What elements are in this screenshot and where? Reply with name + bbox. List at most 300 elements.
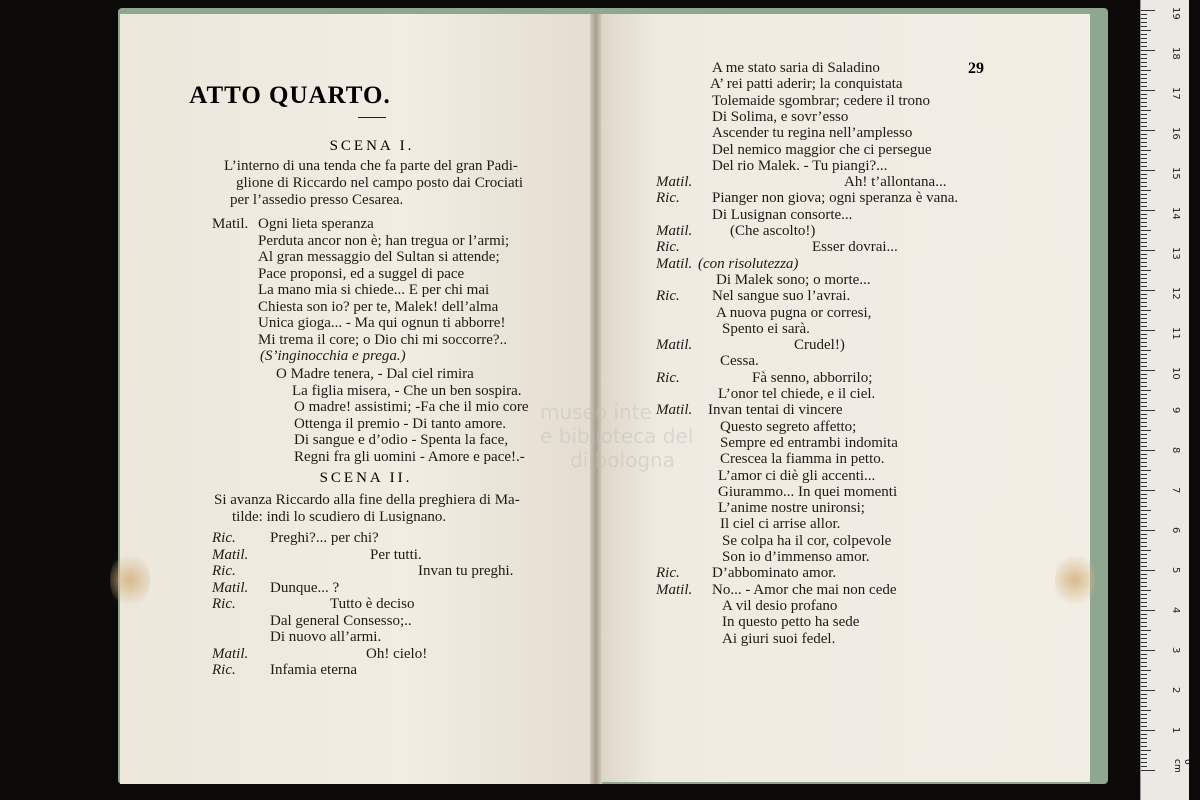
ruler-number: 5: [1170, 567, 1181, 574]
ruler-tick: [1141, 242, 1147, 243]
ruler-tick: [1141, 630, 1151, 631]
dialogue-line: Tolemaide sgombrar; cedere il trono: [712, 92, 931, 109]
ruler-tick: [1141, 310, 1151, 311]
speaker-label: Matil.: [212, 546, 249, 563]
ruler-tick: [1141, 54, 1147, 55]
watermark: [540, 400, 720, 472]
ruler-tick: [1141, 362, 1147, 363]
ruler-tick: [1141, 170, 1155, 171]
ruler-tick: [1141, 394, 1147, 395]
dialogue-line: Pianger non giova; ogni speranza è vana.: [712, 190, 959, 207]
ruler-tick: [1141, 586, 1147, 587]
ruler-tick: [1141, 138, 1147, 139]
ruler-number: 15: [1170, 167, 1181, 180]
ruler-tick: [1141, 34, 1147, 35]
ruler-tick: [1141, 410, 1155, 411]
ruler-tick: [1141, 490, 1155, 491]
dialogue-line: Dunque... ?: [270, 579, 340, 596]
ruler-tick: [1141, 686, 1147, 687]
watermark-line: museo inte: [540, 400, 652, 424]
speaker-label: Matil.: [656, 255, 693, 272]
ruler-tick: [1141, 654, 1147, 655]
ruler-tick: [1141, 114, 1147, 115]
ruler-tick: [1141, 74, 1147, 75]
ruler-tick: [1141, 438, 1147, 439]
dialogue-line: Infamia eterna: [270, 662, 358, 678]
dialogue-line: Spento ei sarà.: [722, 320, 810, 337]
ruler-tick: [1141, 690, 1155, 691]
ruler-tick: [1141, 462, 1147, 463]
prayer-line: Ottenga il premio - Di tanto amore.: [294, 415, 507, 432]
dialogue-line: Crescea la fiamma in petto.: [720, 451, 885, 468]
ruler-tick: [1141, 226, 1147, 227]
ruler-tick: [1141, 506, 1147, 507]
speaker-label: Ric.: [212, 662, 236, 678]
ruler-tick: [1141, 742, 1147, 743]
ruler-tick: [1141, 142, 1147, 143]
stage-direction: (Che ascolto!): [730, 223, 816, 239]
ruler-tick: [1141, 342, 1147, 343]
dialogue-line: Di Malek sono; o morte...: [716, 271, 871, 288]
ruler-tick: [1141, 262, 1147, 263]
ruler-tick: [1141, 714, 1147, 715]
dialogue-line: D’abbominato amor.: [712, 565, 837, 582]
ruler-tick: [1141, 746, 1147, 747]
ruler-tick: [1141, 650, 1155, 651]
stage-direction: (S’inginocchia e prega.): [260, 348, 406, 364]
ruler-tick: [1141, 446, 1147, 447]
ruler-tick: [1141, 638, 1147, 639]
ruler-tick: [1141, 234, 1147, 235]
ruler-tick: [1141, 318, 1147, 319]
speaker-label: Matil.: [656, 337, 693, 354]
dialogue-line: Per tutti.: [370, 546, 422, 563]
ruler-tick: [1141, 606, 1147, 607]
ruler-tick: [1141, 486, 1147, 487]
ruler-tick: [1141, 230, 1151, 231]
ruler-tick: [1141, 674, 1147, 675]
ruler-tick: [1141, 766, 1147, 767]
ruler-number: 8: [1170, 447, 1181, 454]
ruler-tick: [1141, 302, 1147, 303]
ruler-tick: [1141, 350, 1151, 351]
dialogue-line: Del rio Malek. - Tu piangi?...: [712, 157, 888, 174]
ruler-tick: [1141, 126, 1147, 127]
ruler-tick: [1141, 734, 1147, 735]
ruler-tick: [1141, 730, 1155, 731]
ruler-number: 16: [1170, 127, 1181, 140]
ruler-tick: [1141, 182, 1147, 183]
measuring-ruler: [1140, 0, 1192, 800]
prayer-line: O Madre tenera, - Dal ciel rimira: [276, 366, 474, 382]
ruler-tick: [1141, 130, 1155, 131]
dialogue-line: Fà senno, abborrilo;: [752, 369, 873, 386]
speaker-label: Matil.: [656, 174, 693, 191]
speaker-label: Matil.: [212, 645, 249, 662]
ruler-tick: [1141, 82, 1147, 83]
ruler-tick: [1141, 682, 1147, 683]
ruler-tick: [1141, 406, 1147, 407]
dialogue-line: Il ciel ci arrise allor.: [720, 516, 841, 533]
verse-line: Ogni lieta speranza: [258, 216, 374, 232]
ruler-tick: [1141, 770, 1155, 771]
ruler-tick: [1141, 162, 1147, 163]
verse-line: Unica gioga... - Ma qui ognun ti abborre!: [258, 315, 506, 331]
ruler-tick: [1141, 94, 1147, 95]
ruler-tick: [1141, 254, 1147, 255]
ruler-tick: [1141, 694, 1147, 695]
ruler-tick: [1141, 658, 1147, 659]
ruler-tick: [1141, 202, 1147, 203]
intro-line: tilde: indi lo scudiero di Lusignano.: [232, 509, 447, 525]
dialogue-line: A’ rei patti aderir; la conquistata: [710, 76, 903, 93]
verse-line: Pace proponsi, ed a suggel di pace: [258, 265, 465, 282]
ruler-tick: [1141, 90, 1155, 91]
ruler-tick: [1141, 374, 1147, 375]
dialogue-line: In questo petto ha sede: [722, 614, 860, 631]
dialogue-line: Giurammo... In quei momenti: [718, 483, 898, 500]
ruler-tick: [1141, 378, 1147, 379]
ruler-tick: [1141, 422, 1147, 423]
ruler-tick: [1141, 50, 1155, 51]
prayer-line: O madre! assistimi; -Fa che il mio core: [294, 399, 529, 415]
ruler-tick: [1141, 322, 1147, 323]
ruler-number: 1: [1170, 727, 1181, 734]
ruler-number: 19: [1170, 7, 1181, 20]
ruler-tick: [1141, 178, 1147, 179]
ruler-tick: [1141, 158, 1147, 159]
ruler-tick: [1141, 274, 1147, 275]
ruler-tick: [1141, 602, 1147, 603]
ruler-tick: [1141, 154, 1147, 155]
ruler-tick: [1141, 530, 1155, 531]
ruler-tick: [1141, 698, 1147, 699]
ruler-tick: [1141, 710, 1151, 711]
verse-line: Chiesta son io? per te, Malek! dell’alma: [258, 298, 499, 315]
ruler-tick: [1141, 498, 1147, 499]
ruler-tick: [1141, 118, 1147, 119]
ruler-tick: [1141, 286, 1147, 287]
ruler-tick: [1141, 278, 1147, 279]
ruler-tick: [1141, 134, 1147, 135]
dialogue-line: Cessa.: [720, 353, 759, 370]
speaker-label: Ric.: [656, 288, 680, 305]
prayer-line: La figlia misera, - Che un ben sospira.: [292, 382, 522, 399]
ruler-tick: [1141, 366, 1147, 367]
speaker-label: Ric.: [656, 190, 680, 207]
ruler-tick: [1141, 122, 1147, 123]
ruler-tick: [1141, 502, 1147, 503]
scene-1-heading: SCENA I.: [329, 138, 415, 154]
intro-line: per l’assedio presso Cesarea.: [230, 192, 404, 208]
ruler-number: 14: [1170, 207, 1181, 220]
ruler-tick: [1141, 250, 1155, 251]
ruler-tick: [1141, 642, 1147, 643]
dialogue-line: No... - Amor che mai non cede: [712, 581, 897, 598]
ruler-tick: [1141, 514, 1147, 515]
dialogue-line: Dal general Consesso;..: [270, 612, 412, 629]
ruler-tick: [1141, 290, 1155, 291]
ruler-tick: [1141, 662, 1147, 663]
ruler-number: 18: [1170, 47, 1181, 60]
ruler-tick: [1141, 110, 1151, 111]
dialogue-line: Invan tu preghi.: [418, 563, 514, 579]
ruler-tick: [1141, 626, 1147, 627]
ruler-tick: [1141, 358, 1147, 359]
ruler-tick: [1141, 18, 1147, 19]
foxing-stain: [110, 550, 150, 610]
dialogue-line: Ai giuri suoi fedel.: [722, 630, 836, 647]
intro-line: Si avanza Riccardo alla fine della preghiera di Ma-: [214, 492, 520, 508]
ruler-tick: [1141, 338, 1147, 339]
watermark-line: di bologna: [570, 448, 675, 472]
dialogue-line: L’onor tel chiede, e il ciel.: [718, 386, 876, 402]
ruler-tick: [1141, 594, 1147, 595]
ruler-number: 9: [1170, 407, 1181, 414]
ruler-number: 2: [1170, 687, 1181, 694]
speaker-label: Ric.: [212, 596, 236, 612]
speaker-label: Matil.: [212, 579, 249, 596]
ruler-tick: [1141, 266, 1147, 267]
ruler-tick: [1141, 294, 1147, 295]
dialogue-line: Tutto è deciso: [330, 596, 415, 612]
ruler-tick: [1141, 510, 1151, 511]
foxing-stain: [1055, 550, 1095, 610]
verse-line: Al gran messaggio del Sultan si attende;: [258, 249, 500, 265]
dialogue-line: A vil desio profano: [722, 597, 838, 614]
dialogue-line: Di nuovo all’armi.: [270, 629, 382, 645]
speaker-label: Ric.: [212, 530, 236, 546]
dialogue-line: Questo segreto affetto;: [720, 418, 857, 435]
dialogue-line: Se colpa ha il cor, colpevole: [722, 532, 892, 549]
ruler-tick: [1141, 562, 1147, 563]
ruler-tick: [1141, 186, 1147, 187]
ruler-tick: [1141, 482, 1147, 483]
ruler-tick: [1141, 414, 1147, 415]
ruler-tick: [1141, 194, 1147, 195]
ruler-number: 10: [1170, 367, 1181, 380]
ruler-tick: [1141, 326, 1147, 327]
ruler-number: 3: [1170, 647, 1181, 654]
ruler-number: 6: [1170, 527, 1181, 534]
speaker-label: Matil.: [656, 402, 693, 419]
ruler-number: 7: [1170, 487, 1181, 494]
ruler-tick: [1141, 526, 1147, 527]
ruler-tick: [1141, 718, 1147, 719]
ruler-tick: [1141, 670, 1151, 671]
ruler-tick: [1141, 330, 1155, 331]
dialogue-line: Ascender tu regina nell’amplesso: [712, 125, 913, 142]
title-rule: [358, 117, 386, 118]
ruler-tick: [1141, 546, 1147, 547]
ruler-tick: [1141, 614, 1147, 615]
ruler-tick: [1141, 314, 1147, 315]
ruler-tick: [1141, 550, 1151, 551]
scene-2-heading: SCENA II.: [319, 470, 413, 486]
ruler-tick: [1141, 578, 1147, 579]
ruler-tick: [1141, 574, 1147, 575]
speaker-label: Ric.: [212, 563, 236, 579]
dialogue-line: Ah! t’allontana...: [844, 174, 947, 191]
ruler-tick: [1141, 754, 1147, 755]
ruler-tick: [1141, 354, 1147, 355]
speaker-label: Ric.: [656, 565, 680, 582]
dialogue-line: Crudel!): [794, 337, 845, 354]
ruler-tick: [1141, 210, 1155, 211]
ruler-tick: [1141, 666, 1147, 667]
ruler-tick: [1141, 474, 1147, 475]
ruler-tick: [1141, 418, 1147, 419]
ruler-tick: [1141, 434, 1147, 435]
ruler-tick: [1141, 198, 1147, 199]
ruler-tick: [1141, 454, 1147, 455]
ruler-tick: [1141, 58, 1147, 59]
speaker-label: Ric.: [656, 239, 680, 256]
dialogue-line: Preghi?... per chi?: [270, 530, 379, 546]
dialogue-line: Son io d’immenso amor.: [722, 549, 870, 565]
ruler-tick: [1141, 282, 1147, 283]
ruler-tick: [1141, 370, 1155, 371]
ruler-tick: [1141, 678, 1147, 679]
page-number: 29: [968, 60, 984, 77]
ruler-tick: [1141, 566, 1147, 567]
ruler-number: 12: [1170, 287, 1181, 300]
ruler-tick: [1141, 218, 1147, 219]
ruler-tick: [1141, 726, 1147, 727]
ruler-tick: [1141, 610, 1155, 611]
ruler-tick: [1141, 722, 1147, 723]
ruler-tick: [1141, 478, 1147, 479]
ruler-tick: [1141, 166, 1147, 167]
ruler-tick: [1141, 62, 1147, 63]
ruler-tick: [1141, 42, 1147, 43]
ruler-tick: [1141, 10, 1155, 11]
ruler-tick: [1141, 426, 1147, 427]
ruler-tick: [1141, 102, 1147, 103]
ruler-tick: [1141, 46, 1147, 47]
intro-line: glione di Riccardo nel campo posto dai Crociati: [236, 175, 524, 191]
dialogue-line: Di Solima, e sovr’esso: [712, 108, 849, 125]
verse-line: Perduta ancor non è; han tregua or l’armi;: [258, 232, 510, 249]
ruler-tick: [1141, 598, 1147, 599]
ruler-tick: [1141, 706, 1147, 707]
ruler-tick: [1141, 398, 1147, 399]
dialogue-line: Sempre ed entrambi indomita: [720, 434, 898, 451]
ruler-tick: [1141, 450, 1155, 451]
ruler-tick: [1141, 66, 1147, 67]
ruler-tick: [1141, 26, 1147, 27]
ruler-tick: [1141, 570, 1155, 571]
ruler-tick: [1141, 618, 1147, 619]
ruler-tick: [1141, 214, 1147, 215]
dialogue-line: A nuova pugna or corresi,: [716, 304, 872, 321]
dialogue-line: Del nemico maggior che ci persegue: [712, 141, 932, 158]
act-title: ATTO QUARTO.: [189, 82, 391, 109]
ruler-tick: [1141, 382, 1147, 383]
ruler-tick: [1141, 542, 1147, 543]
dialogue-line: Invan tentai di vincere: [708, 402, 843, 419]
ruler-tick: [1141, 554, 1147, 555]
ruler-tick: [1141, 470, 1151, 471]
ruler-tick: [1141, 86, 1147, 87]
ruler-tick: [1141, 582, 1147, 583]
ruler-tick: [1141, 430, 1151, 431]
dialogue-line: L’anime nostre unironsi;: [718, 500, 865, 517]
ruler-number: 4: [1170, 607, 1181, 614]
ruler-tick: [1141, 758, 1147, 759]
dialogue-line: A me stato saria di Saladino: [712, 60, 880, 76]
ruler-tick: [1141, 78, 1147, 79]
ruler-tick: [1141, 22, 1147, 23]
dialogue-line: Esser dovrai...: [812, 239, 898, 256]
ruler-tick: [1141, 298, 1147, 299]
verse-line: La mano mia si chiede... E per chi mai: [258, 282, 490, 298]
ruler-tick: [1141, 738, 1147, 739]
ruler-tick: [1141, 146, 1147, 147]
dialogue-line: Di Lusignan consorte...: [712, 206, 853, 223]
prayer-line: Di sangue e d’odio - Spenta la face,: [294, 432, 509, 448]
speaker-label: Matil.: [212, 216, 249, 232]
ruler-tick: [1141, 30, 1151, 31]
speaker-label: Matil.: [656, 223, 693, 239]
dialogue-line: L’amor ci diè gli accenti...: [718, 467, 876, 484]
ruler-tick: [1141, 70, 1151, 71]
intro-line: L’interno di una tenda che fa parte del gran Padi-: [224, 158, 518, 174]
ruler-tick: [1141, 458, 1147, 459]
ruler-tick: [1141, 390, 1151, 391]
ruler-tick: [1141, 386, 1147, 387]
ruler-tick: [1141, 150, 1151, 151]
book-gutter: [590, 14, 602, 784]
ruler-tick: [1141, 402, 1147, 403]
ruler-tick: [1141, 622, 1147, 623]
ruler-tick: [1141, 518, 1147, 519]
ruler-tick: [1141, 222, 1147, 223]
ruler-tick: [1141, 466, 1147, 467]
ruler-tick: [1141, 534, 1147, 535]
watermark-line: e biblioteca del: [540, 424, 694, 448]
ruler-tick: [1141, 522, 1147, 523]
ruler-unit: 0 cm: [1172, 759, 1192, 773]
ruler-tick: [1141, 174, 1147, 175]
ruler-tick: [1141, 538, 1147, 539]
ruler-number: 13: [1170, 247, 1181, 260]
ruler-tick: [1141, 750, 1151, 751]
ruler-number: 17: [1170, 87, 1181, 100]
ruler-tick: [1141, 106, 1147, 107]
ruler-tick: [1141, 206, 1147, 207]
ruler-tick: [1141, 558, 1147, 559]
ruler-tick: [1141, 258, 1147, 259]
ruler-tick: [1141, 238, 1147, 239]
speaker-label: Matil.: [656, 581, 693, 598]
ruler-tick: [1141, 346, 1147, 347]
dialogue-line: Nel sangue suo l’avrai.: [712, 288, 851, 305]
dialogue-line: Oh! cielo!: [366, 645, 428, 662]
ruler-tick: [1141, 98, 1147, 99]
ruler-tick: [1141, 270, 1151, 271]
ruler-tick: [1141, 590, 1151, 591]
ruler-tick: [1141, 306, 1147, 307]
ruler-number: 11: [1170, 327, 1181, 340]
ruler-tick: [1141, 494, 1147, 495]
ruler-tick: [1141, 190, 1151, 191]
ruler-tick: [1141, 634, 1147, 635]
ruler-tick: [1141, 646, 1147, 647]
ruler-tick: [1141, 762, 1147, 763]
ruler-tick: [1141, 334, 1147, 335]
ruler-tick: [1141, 14, 1147, 15]
